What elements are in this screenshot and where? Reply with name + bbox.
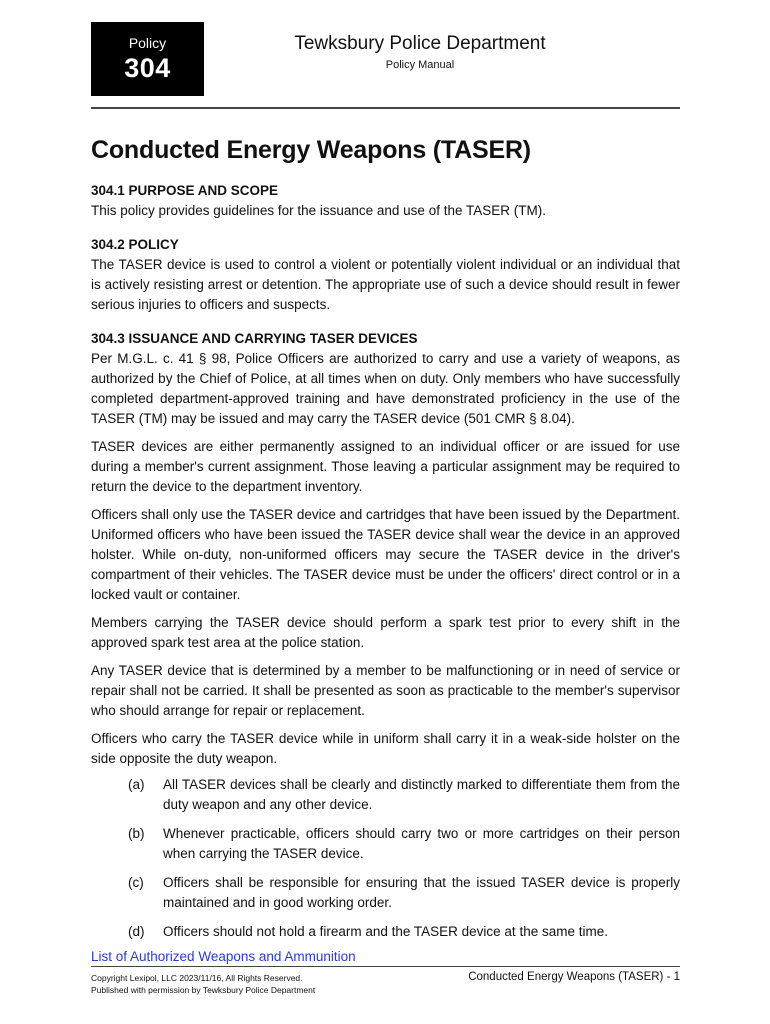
section-heading: 304.1 PURPOSE AND SCOPE (91, 183, 279, 198)
requirements-list (91, 775, 680, 942)
permission-text: Published with permission by Tewksbury Police Department (91, 985, 316, 995)
authorized-weapons-link[interactable]: List of Authorized Weapons and Ammunition (91, 949, 356, 964)
footer-copyright (91, 972, 315, 996)
list-text: All TASER devices shall be clearly and distinctly marked to differentiate them from the duty weapon and any other device. (163, 777, 680, 812)
list-marker: (d) (128, 924, 145, 939)
paragraph: Officers shall only use the TASER device and cartridges that have been issued by the Department. Uniformed officers who have been issued the TASER device shall wear the device in an approved holster. While on-duty, non-uniformed officers may secure the TASER device in the driver's compartment of their vehicles. The TASER device must be under the officers' direct control or in a locked vault or container. (91, 507, 680, 602)
list-item (91, 775, 680, 815)
list-text: Whenever practicable, officers should carry two or more cartridges on their person when carrying the TASER device. (163, 826, 680, 861)
document-body (91, 136, 680, 967)
list-marker: (b) (128, 826, 145, 841)
list-item (91, 824, 680, 864)
list-marker: (a) (128, 777, 145, 792)
paragraph: Per M.G.L. c. 41 § 98, Police Officers are authorized to carry and use a variety of weapons, as authorized by the Chief of Police, at all times when on duty. Only members who have successfully completed department-approved training and have demonstrated proficiency in the use of the TASER (TM) may be issued and may carry the TASER device (501 CMR § 8.04). (91, 351, 680, 426)
department-header (260, 33, 580, 71)
list-item (91, 922, 680, 942)
section-heading: 304.3 ISSUANCE AND CARRYING TASER DEVICES (91, 331, 418, 346)
list-text: Officers shall be responsible for ensuring that the issued TASER device is properly maintained and in good working order. (163, 875, 680, 910)
paragraph: This policy provides guidelines for the issuance and use of the TASER (TM). (91, 203, 546, 218)
section-heading: 304.2 POLICY (91, 237, 179, 252)
header-divider (91, 107, 680, 109)
footer-divider (91, 966, 680, 967)
paragraph: Any TASER device that is determined by a member to be malfunctioning or in need of service or repair shall not be carried. It shall be presented as soon as practicable to the member's supervisor who should arrange for repair or replacement. (91, 663, 680, 718)
list-item (91, 873, 680, 913)
paragraph: TASER devices are either permanently assigned to an individual officer or are issued for use during a member's current assignment. Those leaving a particular assignment may be required to return the device to the department inventory. (91, 439, 680, 494)
manual-name: Policy Manual (385, 59, 455, 71)
list-marker: (c) (128, 875, 144, 890)
policy-number-box (91, 22, 204, 96)
list-text: Officers should not hold a firearm and the TASER device at the same time. (163, 924, 608, 939)
department-name: Tewksbury Police Department (294, 33, 546, 54)
policy-label: Policy (128, 35, 167, 51)
paragraph: The TASER device is used to control a violent or potentially violent individual or an individual that is actively resisting arrest or detention. The appropriate use of such a device should result in fewer serious injuries to officers and suspects. (91, 257, 680, 312)
policy-number: 304 (124, 53, 171, 83)
section-policy (91, 235, 680, 315)
page-title: Conducted Energy Weapons (TASER) (91, 136, 531, 164)
section-issuance-carrying (91, 329, 680, 769)
footer-page-label: Conducted Energy Weapons (TASER) - 1 (468, 971, 680, 983)
copyright-text: Copyright Lexipol, LLC 2023/11/16, All Rights Reserved. (91, 973, 303, 983)
paragraph: Officers who carry the TASER device while in uniform shall carry it in a weak-side holster on the side opposite the duty weapon. (91, 731, 680, 766)
paragraph: Members carrying the TASER device should perform a spark test prior to every shift in the approved spark test area at the police station. (91, 615, 680, 650)
section-purpose-scope (91, 181, 680, 221)
